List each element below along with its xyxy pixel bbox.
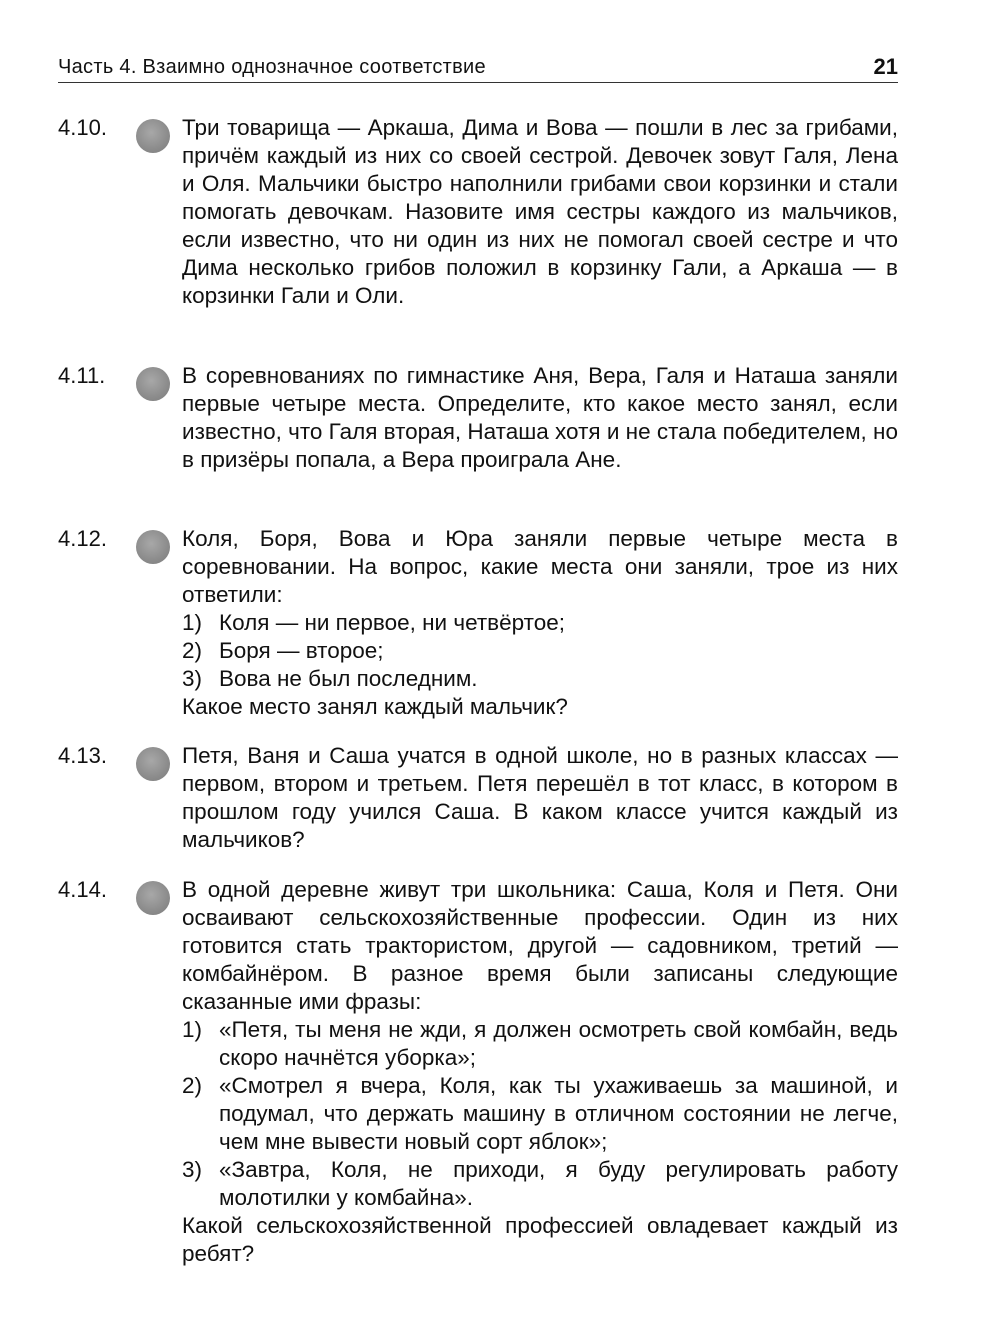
difficulty-dot-icon <box>136 367 170 401</box>
problem-statement: Петя, Ваня и Саша учатся в одной школе, но в разных классах — первом, втором и третьем. Петя перешёл в тот класс, в котором в прошлом году учился Саша. В каком классе учится каждый из мальчиков? <box>182 743 898 852</box>
difficulty-dot-icon <box>136 747 170 781</box>
list-item <box>182 1016 898 1072</box>
problem-text <box>182 114 898 310</box>
list-item-number: 1) <box>182 1017 203 1042</box>
list-item-number: 2) <box>182 1073 203 1098</box>
list-item-text: «Завтра, Коля, не приходи, я буду регулировать работу молотилки у комбайна». <box>219 1157 898 1210</box>
problem-text <box>182 742 898 854</box>
list-item-number: 3) <box>182 666 203 691</box>
page-number: 21 <box>873 54 898 79</box>
problem-statement: В одной деревне живут три школьника: Саша, Коля и Петя. Они осваивают сельскохозяйственные профессии. Один из них готовится стать трактористом, другой — садовником, третий — комбайнёром. В разное время были записаны следующие сказанные ими фразы: <box>182 877 898 1014</box>
list-item-number: 3) <box>182 1157 203 1182</box>
problem-number: 4.13. <box>58 743 107 768</box>
problem-text <box>182 362 898 474</box>
list-item-text: Боря — второе; <box>219 638 384 663</box>
problem-number: 4.12. <box>58 526 107 551</box>
problem-number: 4.11. <box>58 363 106 388</box>
list-item <box>182 1072 898 1156</box>
header-rule <box>58 82 898 83</box>
list-item <box>182 609 898 637</box>
problem-question: Какое место занял каждый мальчик? <box>182 694 568 719</box>
problem-statement: В соревнованиях по гимнастике Аня, Вера, Галя и Наташа заняли первые четыре места. Определите, кто какое место занял, если известно, что Галя вторая, Наташа хотя и не стала победителем, но в призёры попала, а Вера проиграла Ане. <box>182 363 898 472</box>
list-item-text: «Петя, ты меня не жди, я должен осмотреть свой комбайн, ведь скоро начнётся уборка»; <box>219 1017 898 1070</box>
difficulty-dot-icon <box>136 881 170 915</box>
list-item-text: Коля — ни первое, ни четвёртое; <box>219 610 565 635</box>
list-item-number: 2) <box>182 638 203 663</box>
problem-text <box>182 876 898 1268</box>
list-item-text: «Смотрел я вчера, Коля, как ты ухаживаешь за машиной, и подумал, что держать машину в отличном состоянии не легче, чем мне вывести новый сорт яблок»; <box>219 1073 898 1154</box>
problem-text <box>182 525 898 721</box>
difficulty-dot-icon <box>136 119 170 153</box>
difficulty-dot-icon <box>136 530 170 564</box>
page-header <box>58 52 898 82</box>
problem-question: Какой сельскохозяйственной профессией овладевает каждый из ребят? <box>182 1213 898 1266</box>
list-item-text: Вова не был последним. <box>219 666 478 691</box>
problem-number: 4.14. <box>58 877 107 902</box>
list-item <box>182 1156 898 1212</box>
problem-statement: Коля, Боря, Вова и Юра заняли первые четыре места в соревновании. На вопрос, какие места они заняли, трое из них ответили: <box>182 526 898 607</box>
list-item-number: 1) <box>182 610 203 635</box>
page-header-title: Часть 4. Взаимно однозначное соответствие <box>58 56 486 78</box>
problem-statement: Три товарища — Аркаша, Дима и Вова — пошли в лес за грибами, причём каждый из них со своей сестрой. Девочек зовут Галя, Лена и Оля. Мальчики быстро наполнили грибами свои корзинки и стали помогать девочкам. Назовите имя сестры каждого из мальчиков, если известно, что ни один из них не помогал своей сестре и что Дима несколько грибов положил в корзинку Гали, а Аркаша — в корзинки Гали и Оли. <box>182 115 898 308</box>
list-item <box>182 665 898 693</box>
list-item <box>182 637 898 665</box>
problem-number: 4.10. <box>58 115 107 140</box>
